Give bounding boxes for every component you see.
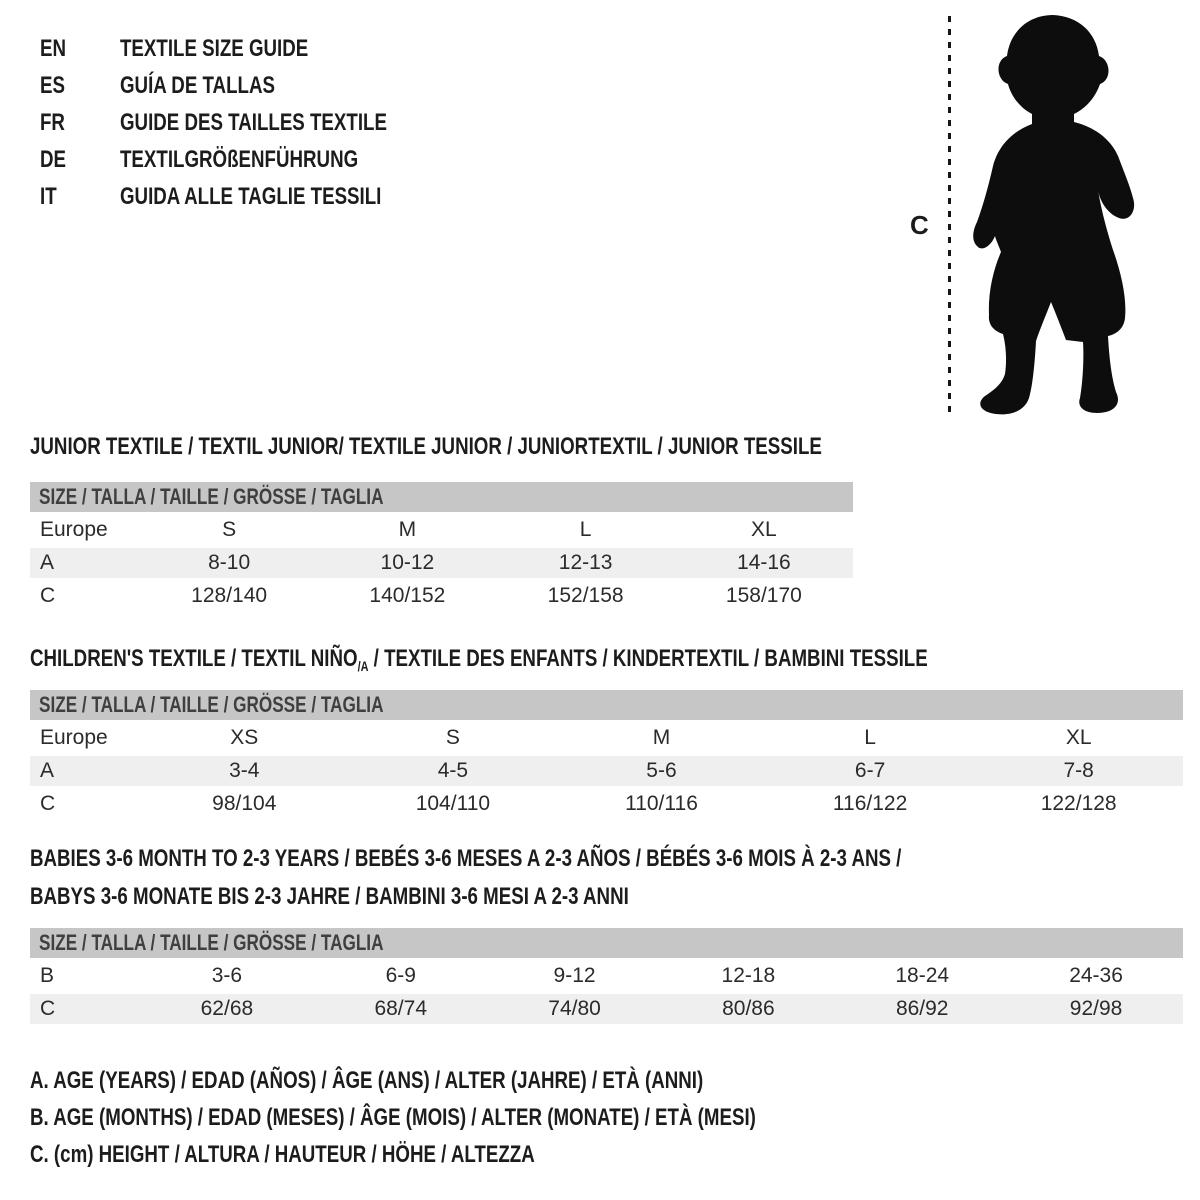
language-row-en	[40, 30, 462, 67]
children-row-europe	[30, 723, 1183, 753]
months-cell: 24-36	[1069, 964, 1123, 987]
children-row-age	[30, 756, 1183, 786]
size-guide-figure	[890, 0, 1200, 430]
age-cell: 6-7	[854, 759, 886, 782]
legend-line-b: B. AGE (MONTHS) / EDAD (MESES) / ÂGE (MOIS) / ALTER (MONATE) / ETÀ (MESI)	[30, 1104, 756, 1131]
months-cell: 6-9	[385, 964, 416, 987]
height-cell: 74/80	[548, 997, 601, 1020]
height-cell: 140/152	[369, 584, 446, 607]
language-code: FR	[40, 108, 65, 136]
babies-row-months	[30, 961, 1183, 991]
age-cell: 8-10	[208, 551, 251, 574]
language-row-de	[40, 141, 462, 178]
language-label: GUIDA ALLE TAGLIE TESSILI	[120, 182, 382, 210]
legend-line-a: A. AGE (YEARS) / EDAD (AÑOS) / ÂGE (ANS) / ALTER (JAHRE) / ETÀ (ANNI)	[30, 1067, 704, 1094]
months-cell: 12-18	[721, 964, 776, 987]
height-cell: 86/92	[895, 997, 949, 1020]
size-cell: S	[445, 726, 460, 749]
height-cell: 116/122	[832, 792, 908, 815]
babies-section-title-line2: BABYS 3-6 MONATE BIS 2-3 JAHRE / BAMBINI 3-6 MESI A 2-3 ANNI	[30, 883, 629, 910]
size-cell: S	[222, 518, 237, 541]
junior-row-europe	[30, 515, 853, 545]
age-cell: 7-8	[1063, 759, 1094, 782]
age-cell: 3-4	[229, 759, 260, 782]
language-row-es	[40, 67, 462, 104]
size-cell: L	[579, 518, 592, 541]
nino-a-subscript: /A	[357, 658, 369, 674]
junior-row-age	[30, 548, 853, 578]
children-row-height	[30, 789, 1183, 819]
months-cell: 3-6	[211, 964, 243, 987]
language-label: GUIDE DES TAILLES TEXTILE	[120, 108, 387, 136]
height-cell: 110/116	[625, 792, 698, 815]
babies-section-title-line1: BABIES 3-6 MONTH TO 2-3 YEARS / BEBÉS 3-6 MESES A 2-3 AÑOS / BÉBÉS 3-6 MOIS À 2-3 ANS /	[30, 845, 902, 872]
height-cell: 68/74	[374, 997, 428, 1020]
size-cell: M	[398, 518, 417, 541]
language-label: TEXTILE SIZE GUIDE	[120, 34, 309, 62]
height-cell: 62/68	[200, 997, 254, 1020]
age-cell: 4-5	[437, 759, 469, 782]
language-label: GUÍA DE TALLAS	[120, 71, 275, 99]
size-cell: L	[864, 726, 876, 749]
height-cell: 92/98	[1069, 997, 1123, 1020]
size-cell: XL	[1065, 726, 1092, 749]
language-code: ES	[40, 71, 65, 99]
row-label: Europe	[40, 726, 108, 749]
size-cell: XS	[230, 726, 259, 749]
language-code: IT	[40, 182, 57, 210]
language-code: EN	[40, 34, 67, 62]
babies-size-header-bar: SIZE / TALLA / TAILLE / GRÖSSE / TAGLIA	[30, 928, 1183, 958]
children-size-header-bar: SIZE / TALLA / TAILLE / GRÖSSE / TAGLIA	[30, 690, 1183, 720]
months-cell: 18-24	[895, 964, 950, 987]
row-label: Europe	[40, 518, 108, 541]
height-cell: 158/170	[725, 584, 802, 607]
height-cell: 80/86	[722, 997, 775, 1020]
age-cell: 14-16	[737, 551, 791, 574]
legend-line-c: C. (cm) HEIGHT / ALTURA / HAUTEUR / HÖHE / ALTEZZA	[30, 1141, 535, 1168]
age-cell: 12-13	[558, 551, 613, 574]
row-label: C	[40, 792, 56, 815]
age-cell: 5-6	[646, 759, 677, 782]
children-section-title: CHILDREN'S TEXTILE / TEXTIL $NIÑO_{/A}$ / TEXTILE DES ENFANTS / KINDERTEXTIL / BAMBINI TESSILE	[30, 645, 928, 674]
row-label: C	[40, 997, 56, 1020]
language-row-it	[40, 178, 462, 215]
junior-row-height	[30, 581, 853, 611]
measure-label-c: C	[910, 210, 929, 240]
row-label: B	[40, 964, 55, 987]
height-cell: 152/158	[547, 584, 624, 607]
junior-size-header-bar: SIZE / TALLA / TAILLE / GRÖSSE / TAGLIA	[30, 482, 853, 512]
row-label: C	[40, 584, 56, 607]
language-label: TEXTILGRÖßENFÜHRUNG	[120, 145, 359, 173]
height-cell: 128/140	[191, 584, 268, 607]
row-label: A	[40, 551, 55, 574]
months-cell: 9-12	[553, 964, 596, 987]
toddler-silhouette	[890, 0, 1200, 430]
language-title-block	[40, 30, 462, 215]
height-cell: 122/128	[1040, 792, 1117, 815]
language-code: DE	[40, 145, 67, 173]
size-cell: XL	[751, 518, 777, 541]
size-cell: M	[652, 726, 671, 749]
row-label: A	[40, 759, 55, 782]
age-cell: 10-12	[380, 551, 435, 574]
junior-section-title: JUNIOR TEXTILE / TEXTIL JUNIOR/ TEXTILE JUNIOR / JUNIORTEXTIL / JUNIOR TESSILE	[30, 433, 822, 460]
height-cell: 104/110	[415, 792, 491, 815]
language-row-fr	[40, 104, 462, 141]
height-cell: 98/104	[212, 792, 277, 815]
babies-row-height	[30, 994, 1183, 1024]
